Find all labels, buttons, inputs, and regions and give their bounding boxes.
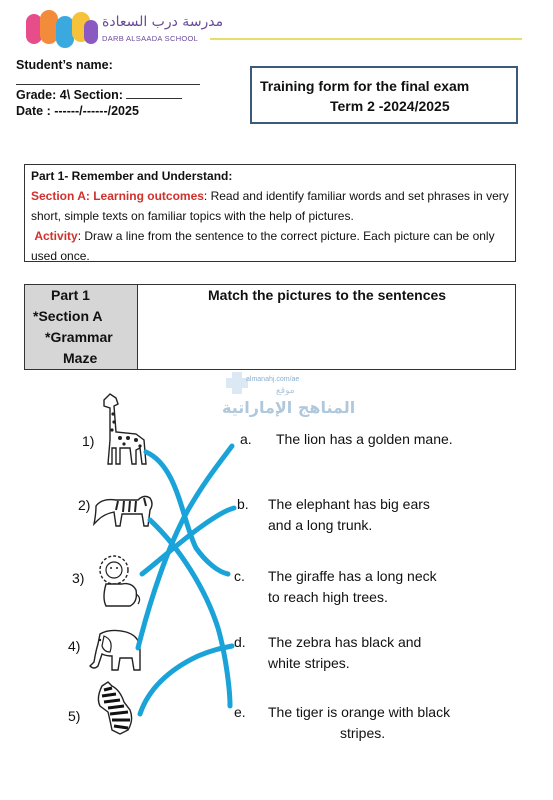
part-cell-line4: Maze <box>63 350 98 366</box>
exam-term: Term 2 -2024/2025 <box>330 98 450 114</box>
option-letter-e: e. <box>234 704 246 720</box>
sentence-e <box>268 702 450 744</box>
sentence-e-line2: stripes. <box>340 725 386 741</box>
option-letter-a: a. <box>240 431 252 447</box>
sentence-d <box>268 632 421 674</box>
item-number-2: 2) <box>78 497 91 513</box>
section-label: Section A: Learning outcomes <box>31 189 204 203</box>
grade-section-label: Grade: 4\ Section: <box>16 88 127 102</box>
part-cell <box>24 284 138 370</box>
section-text: : Read and identify familiar words and set phrases in very short, simple texts on familiar topics with the help of pictures. <box>31 189 509 223</box>
line-giraffe-to-c <box>146 452 228 574</box>
sentence-c-line1: The giraffe has a long neck <box>268 568 437 584</box>
activity-instruction <box>31 226 509 266</box>
zebra-icon <box>94 680 136 736</box>
sentence-b <box>268 494 430 536</box>
watermark-arabic-small: موقع <box>276 386 295 396</box>
school-name-english: DARB ALSAADA SCHOOL <box>102 34 199 43</box>
watermark-arabic: المناهج الإماراتية <box>222 398 356 417</box>
sentence-d-line1: The zebra has black and <box>268 634 422 650</box>
part-cell-line1: Part 1 <box>51 287 90 303</box>
line-tiger-to-e <box>150 520 230 706</box>
lion-icon <box>96 554 142 608</box>
item-number-3: 3) <box>72 570 85 586</box>
tiger-icon <box>92 490 156 530</box>
activity-label: Activity <box>34 229 78 243</box>
part-cell-line2: *Section A <box>33 308 103 324</box>
section-blank[interactable] <box>126 98 182 99</box>
section-outcomes <box>31 186 509 226</box>
watermark-url: almanahj.com/ae <box>246 376 300 383</box>
sentence-c <box>268 566 437 608</box>
part-cell-line3: *Grammar <box>45 329 113 345</box>
school-logo-icon <box>26 10 98 48</box>
sentence-c-line2: to reach high trees. <box>268 589 388 605</box>
line-elephant-to-a <box>138 446 232 648</box>
item-number-4: 4) <box>68 638 81 654</box>
item-number-1: 1) <box>82 433 95 449</box>
school-name-arabic: مدرسة درب السعادة <box>102 14 224 30</box>
sentence-b-line1: The elephant has big ears <box>268 496 430 512</box>
date-label: Date : ------/------/2025 <box>16 104 139 118</box>
part-heading: Part 1- Remember and Understand: <box>31 169 233 183</box>
elephant-icon <box>86 626 142 672</box>
instruction-cell <box>137 284 516 370</box>
header-divider <box>210 38 522 40</box>
instruction-cell-title: Match the pictures to the sentences <box>208 287 447 303</box>
sentence-a <box>276 429 453 450</box>
sentence-e-line1: The tiger is orange with black <box>268 704 451 720</box>
student-name-blank[interactable] <box>16 84 200 85</box>
sentence-a-line1: The lion has a golden mane. <box>276 431 453 447</box>
sentence-d-line2: white stripes. <box>268 655 350 671</box>
student-name-label: Student’s name: <box>16 58 113 72</box>
option-letter-b: b. <box>237 496 249 512</box>
sentence-b-line2: and a long trunk. <box>268 517 373 533</box>
giraffe-icon <box>96 390 154 466</box>
line-zebra-to-d <box>140 646 232 714</box>
item-number-5: 5) <box>68 708 81 724</box>
grade-section-line <box>16 88 182 102</box>
option-letter-c: c. <box>234 568 245 584</box>
option-letter-d: d. <box>234 634 246 650</box>
exam-title: Training form for the final exam <box>260 78 470 94</box>
exam-title-box <box>250 66 518 124</box>
activity-text: : Draw a line from the sentence to the correct picture. Each picture can be only used once. <box>31 229 495 263</box>
instructions-box <box>24 164 516 262</box>
